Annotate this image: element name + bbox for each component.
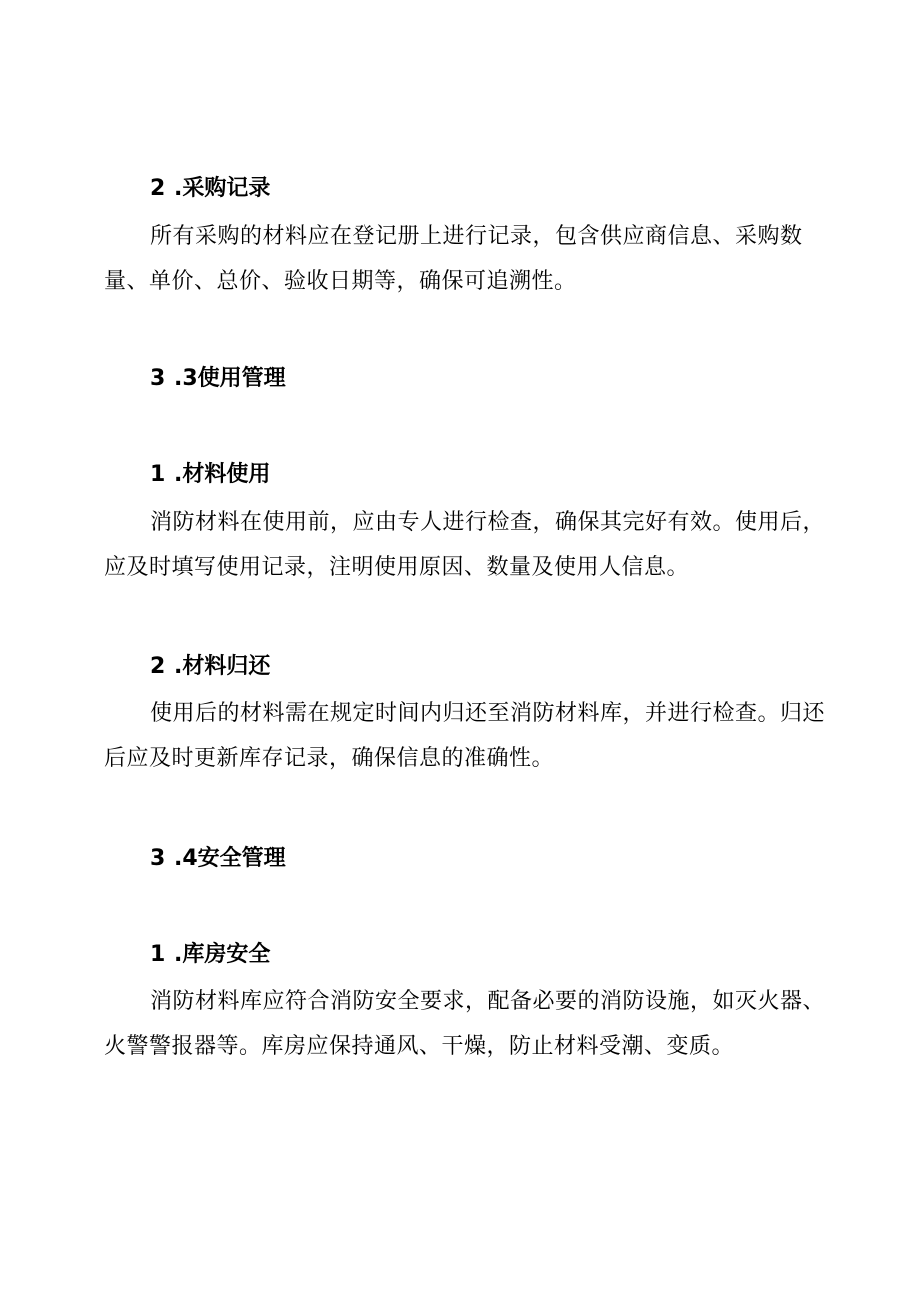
heading-title: .3使用管理 bbox=[174, 366, 286, 391]
heading-purchase-record bbox=[150, 174, 270, 204]
paragraph-material-usage: 消防材料在使用前，应由专人进行检查，确保其完好有效。使用后，应及时填写使用记录，注明使用原因、数量及使用人信息。 bbox=[104, 510, 826, 580]
heading-title: .4安全管理 bbox=[174, 846, 286, 871]
heading-number: 2 bbox=[150, 176, 166, 201]
heading-title: .材料归还 bbox=[174, 654, 271, 679]
paragraph-material-return: 使用后的材料需在规定时间内归还至消防材料库，并进行检查。归还后应及时更新库存记录，确保信息的准确性。 bbox=[104, 701, 826, 771]
heading-material-return bbox=[150, 652, 270, 682]
heading-number: 3 bbox=[150, 846, 166, 871]
heading-number: 3 bbox=[150, 366, 166, 391]
heading-title: .材料使用 bbox=[174, 462, 271, 487]
paragraph-warehouse-safety: 消防材料库应符合消防安全要求，配备必要的消防设施，如灭火器、火警警报器等。库房应保持通风、干燥，防止材料受潮、变质。 bbox=[104, 989, 826, 1059]
paragraph-purchase-record: 所有采购的材料应在登记册上进行记录，包含供应商信息、采购数量、单价、总价、验收日期等，确保可追溯性。 bbox=[104, 224, 803, 294]
heading-number: 1 bbox=[150, 942, 166, 967]
heading-usage-management bbox=[150, 364, 286, 394]
heading-title: .采购记录 bbox=[174, 176, 271, 201]
heading-material-usage bbox=[150, 460, 270, 490]
heading-warehouse-safety bbox=[150, 940, 270, 970]
heading-safety-management bbox=[150, 844, 286, 874]
heading-title: .库房安全 bbox=[174, 942, 271, 967]
heading-number: 1 bbox=[150, 462, 166, 487]
heading-number: 2 bbox=[150, 654, 166, 679]
